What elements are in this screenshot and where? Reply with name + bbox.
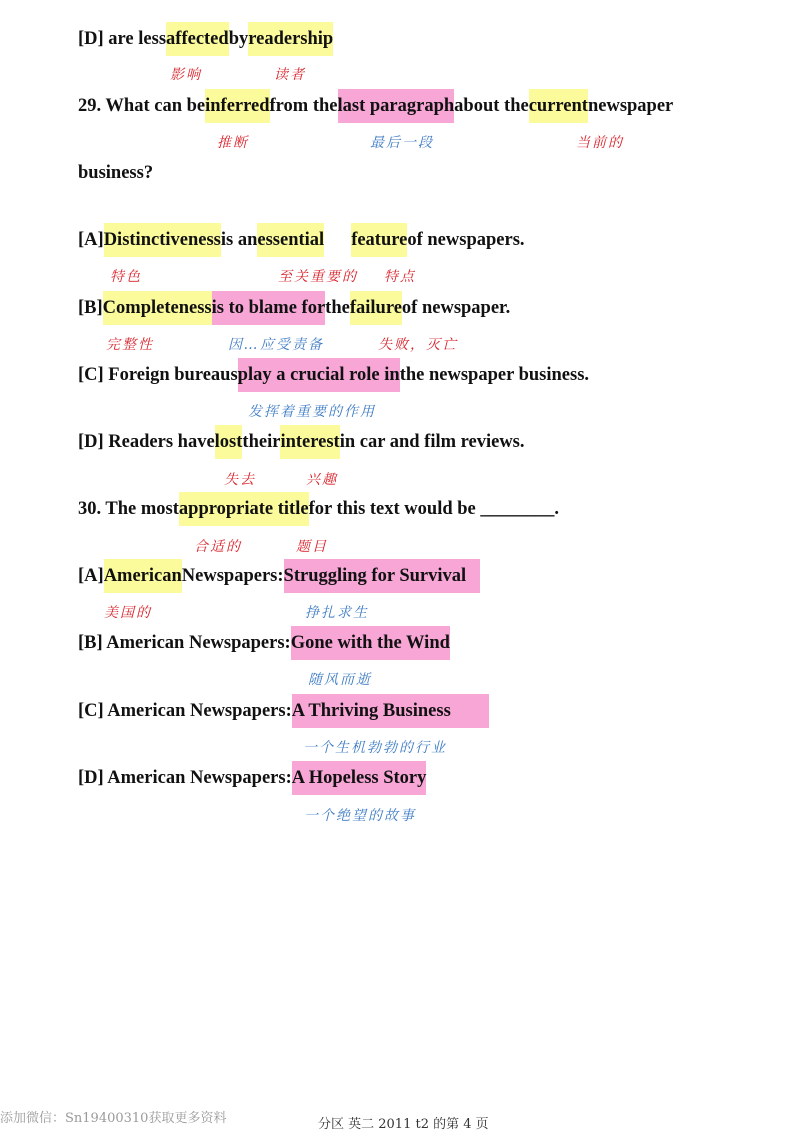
highlight-current: current (529, 89, 588, 123)
q30-option-d: [D] American Newspapers:A Hopeless Story (78, 761, 426, 795)
highlight-lost: lost (215, 425, 243, 459)
note-distinctiveness: 特色 (110, 269, 142, 285)
highlight-feature: feature (351, 223, 407, 257)
note-play-a-crucial-role: 发挥着重要的作用 (248, 404, 376, 420)
highlight-readership: readership (248, 22, 333, 56)
q28-option-d: [D] are lessaffectedbyreadership (78, 22, 333, 56)
note-american: 美国的 (104, 605, 152, 621)
q29-question: 29. What can beinferredfrom thelast paragraphabout thecurrentnewspaper (78, 89, 673, 123)
note-lost: 失去 (224, 472, 256, 488)
highlight-interest: interest (280, 425, 339, 459)
q29-question-cont: business? (78, 163, 154, 183)
page-footer: 分区 英二 2011 t2 的第 4 页 (318, 1117, 489, 1132)
note-essential: 至关重要的 (278, 269, 358, 285)
q30-question: 30. The mostappropriate titlefor this text would be ________. (78, 492, 559, 526)
highlight-struggling: Struggling for Survival (284, 559, 481, 593)
note-current: 当前的 (576, 135, 624, 151)
highlight-essential: essential (257, 223, 324, 257)
q30-option-c: [C] American Newspapers:A Thriving Business (78, 694, 489, 728)
q30-option-a: [A]AmericanNewspapers:Struggling for Survival (78, 559, 480, 593)
note-interest: 兴趣 (306, 472, 338, 488)
note-failure: 失败，灭亡 (378, 337, 458, 353)
highlight-thriving-business: A Thriving Business (292, 694, 489, 728)
highlight-appropriate-title: appropriate title (179, 492, 309, 526)
q29-option-c: [C] Foreign bureausplay a crucial role inthe newspaper business. (78, 358, 589, 392)
q29-option-b: [B]Completenessis to blame forthefailureof newspaper. (78, 291, 510, 325)
note-to-blame: 因…应受责备 (228, 337, 324, 353)
watermark-text: 添加微信：Sn19400310获取更多资料 (0, 1111, 227, 1126)
highlight-last-paragraph: last paragraph (338, 89, 455, 123)
highlight-affected: affected (166, 22, 229, 56)
note-gone-with-the-wind: 随风而逝 (308, 672, 372, 688)
highlight-inferred: inferred (205, 89, 269, 123)
note-affected: 影响 (170, 67, 202, 83)
note-completeness: 完整性 (106, 337, 154, 353)
q29-option-d: [D] Readers havelosttheirinterestin car and film reviews. (78, 425, 525, 459)
q29-option-a: [A]Distinctivenessis anessential featureof newspapers. (78, 223, 525, 257)
note-title: 题目 (296, 539, 328, 555)
highlight-hopeless-story: A Hopeless Story (292, 761, 427, 795)
highlight-distinctiveness: Distinctiveness (104, 223, 221, 257)
note-thriving-business: 一个生机勃勃的行业 (303, 740, 447, 756)
q30-option-b: [B] American Newspapers:Gone with the Wind (78, 626, 450, 660)
highlight-failure: failure (350, 291, 402, 325)
highlight-completeness: Completeness (103, 291, 212, 325)
note-readership: 读者 (274, 67, 306, 83)
highlight-gone-with-the-wind: Gone with the Wind (291, 626, 450, 660)
note-struggling: 挣扎求生 (305, 605, 369, 621)
note-inferred: 推断 (217, 135, 249, 151)
note-last-paragraph: 最后一段 (370, 135, 434, 151)
note-feature: 特点 (384, 269, 416, 285)
highlight-to-blame: is to blame for (212, 291, 326, 325)
highlight-play-a-crucial-role: play a crucial role in (238, 358, 400, 392)
note-appropriate: 合适的 (194, 539, 242, 555)
note-hopeless-story: 一个绝望的故事 (304, 808, 416, 824)
highlight-american: American (104, 559, 182, 593)
